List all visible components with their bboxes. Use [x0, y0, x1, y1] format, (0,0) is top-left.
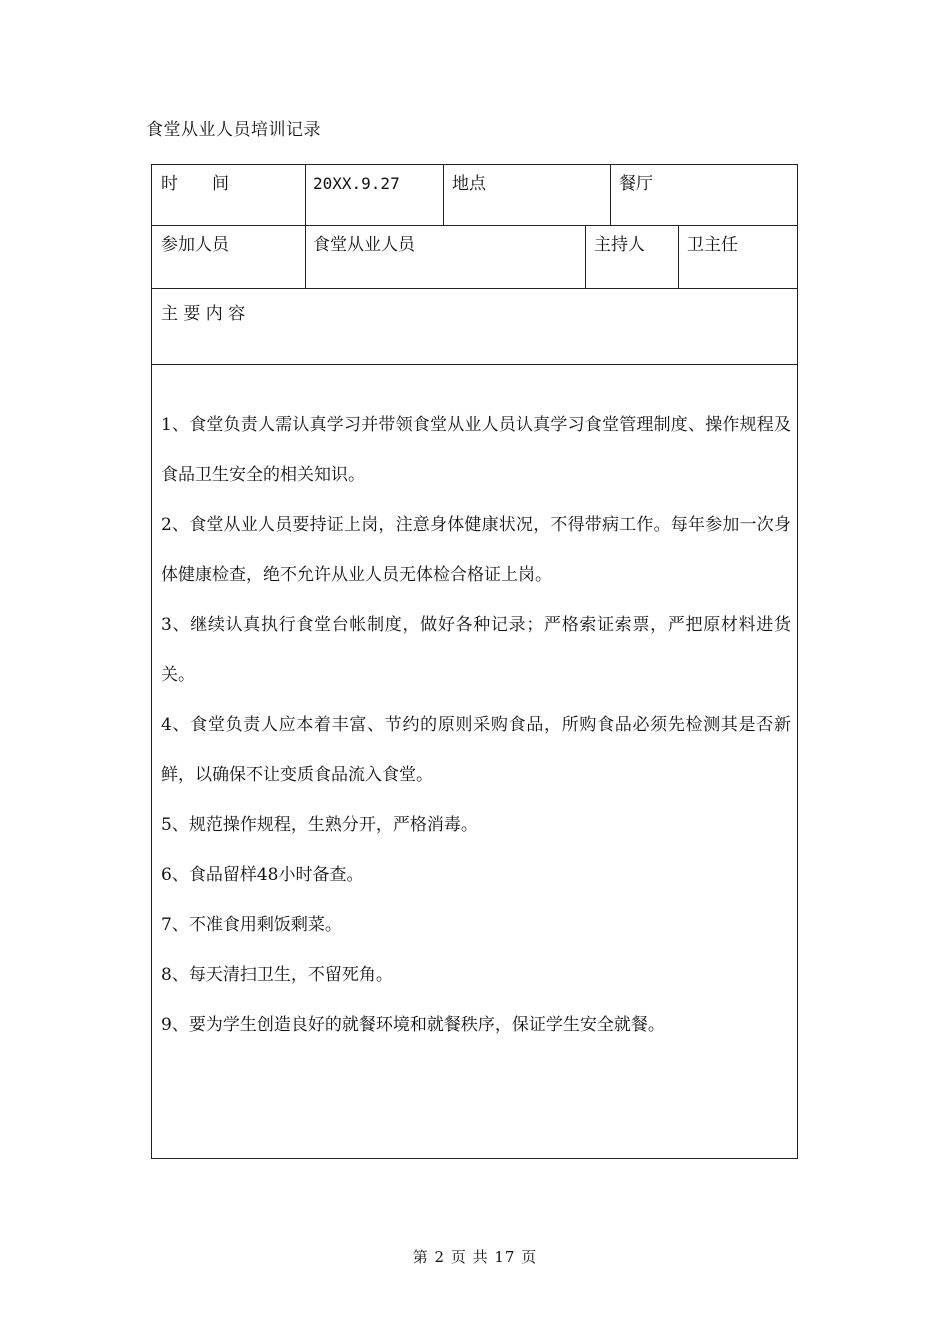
- content-item-4: 4、食堂负责人应本着丰富、节约的原则采购食品，所购食品必须先检测其是否新鲜，以确保不让变质食品流入食堂。: [161, 715, 791, 785]
- host-label: 主持人: [594, 235, 645, 255]
- row-divider-3: [152, 364, 797, 365]
- document-title: 食堂从业人员培训记录: [146, 120, 321, 140]
- col-divider: [610, 165, 611, 225]
- attendees-label: 参加人员: [161, 235, 229, 255]
- content-item-5: 5、规范操作规程，生熟分开，严格消毒。: [161, 815, 478, 835]
- content-item-7: 7、不准食用剩饭剩菜。: [161, 915, 342, 935]
- row-divider-2: [152, 288, 797, 289]
- content-item-2: 2、食堂从业人员要持证上岗，注意身体健康状况，不得带病工作。每年参加一次身体健康检查，绝不允许从业人员无体检合格证上岗。: [161, 515, 791, 585]
- content-item-6: 6、食品留样48小时备查。: [161, 865, 364, 885]
- content-item-9: 9、要为学生创造良好的就餐环境和就餐秩序，保证学生安全就餐。: [161, 1015, 665, 1035]
- page-footer: 第 2 页 共 17 页: [412, 1248, 538, 1266]
- time-label: 时 间: [161, 174, 229, 194]
- place-label: 地点: [452, 174, 486, 194]
- col-divider: [585, 225, 586, 288]
- training-content: [161, 400, 791, 1050]
- attendees-value: 食堂从业人员: [313, 235, 415, 255]
- content-item-3: 3、继续认真执行食堂台帐制度，做好各种记录；严格索证索票，严把原材料进货关。: [161, 615, 791, 685]
- host-value: 卫主任: [687, 235, 738, 255]
- row-divider-1: [152, 225, 797, 226]
- training-record-table: [151, 164, 798, 1159]
- place-value: 餐厅: [619, 174, 653, 194]
- col-divider: [678, 225, 679, 288]
- time-value: 20XX.9.27: [313, 174, 400, 193]
- content-item-8: 8、每天清扫卫生，不留死角。: [161, 965, 393, 985]
- main-content-label: 主 要 内 容: [161, 304, 246, 324]
- col-divider: [305, 165, 306, 225]
- col-divider: [443, 165, 444, 225]
- content-item-1: 1、食堂负责人需认真学习并带领食堂从业人员认真学习食堂管理制度、操作规程及食品卫生安全的相关知识。: [161, 415, 791, 485]
- col-divider: [305, 225, 306, 288]
